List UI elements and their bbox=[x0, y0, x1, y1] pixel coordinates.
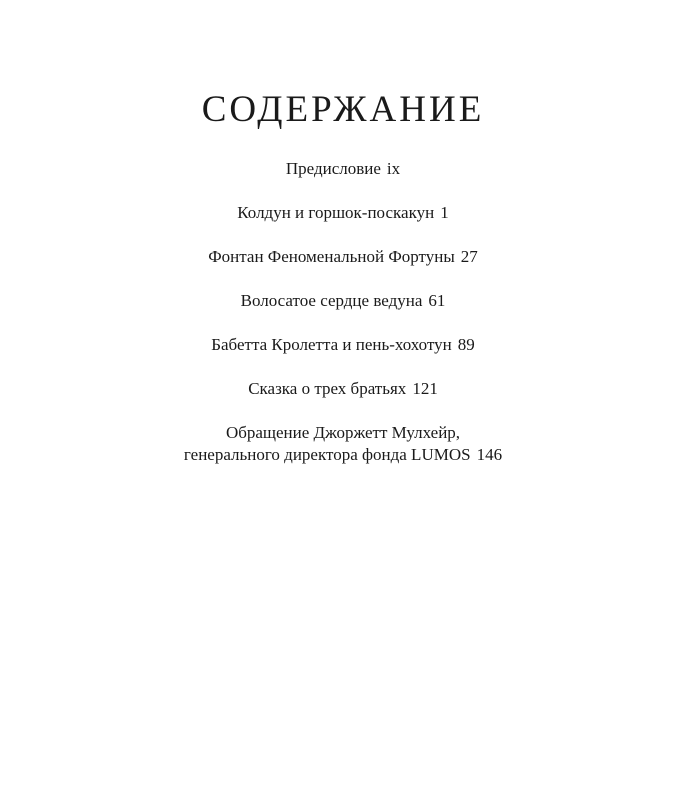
toc-page-number: 146 bbox=[476, 445, 503, 464]
page-title: СОДЕРЖАНИЕ bbox=[201, 89, 485, 130]
table-of-contents bbox=[0, 158, 686, 488]
toc-page-number: 1 bbox=[440, 203, 449, 222]
toc-entry-warlocks-hairy-heart bbox=[0, 290, 686, 312]
toc-page-number: ix bbox=[386, 159, 401, 178]
toc-entry-title: Предисловие bbox=[285, 159, 381, 178]
toc-page-number: 61 bbox=[428, 291, 446, 310]
toc-entry-babbitty-rabbitty bbox=[0, 334, 686, 356]
toc-entry-title-continuation: генерального директора фонда LUMOS bbox=[183, 445, 471, 464]
toc-entry-tale-of-three-brothers bbox=[0, 378, 686, 400]
toc-entry-title: Фонтан Феноменальной Фортуны bbox=[208, 247, 455, 266]
toc-page-number: 121 bbox=[412, 379, 438, 398]
toc-entry-title: Бабетта Кролетта и пень-хохотун bbox=[211, 335, 452, 354]
toc-entry-preface bbox=[0, 158, 686, 180]
toc-entry-title: Сказка о трех братьях bbox=[248, 379, 407, 398]
toc-entry-fountain-of-fair-fortune bbox=[0, 246, 686, 268]
toc-entry-wizard-and-hopping-pot bbox=[0, 202, 686, 224]
toc-page-number: 27 bbox=[460, 247, 478, 266]
toc-page-number: 89 bbox=[457, 335, 475, 354]
toc-entry-title-line2 bbox=[0, 444, 686, 466]
toc-entry-title: Обращение Джоржетт Мулхейр, bbox=[225, 423, 461, 442]
toc-entry-address-lumos bbox=[0, 422, 686, 466]
toc-entry-title: Колдун и горшок-поскакун bbox=[237, 203, 435, 222]
toc-entry-title: Волосатое сердце ведуна bbox=[240, 291, 423, 310]
